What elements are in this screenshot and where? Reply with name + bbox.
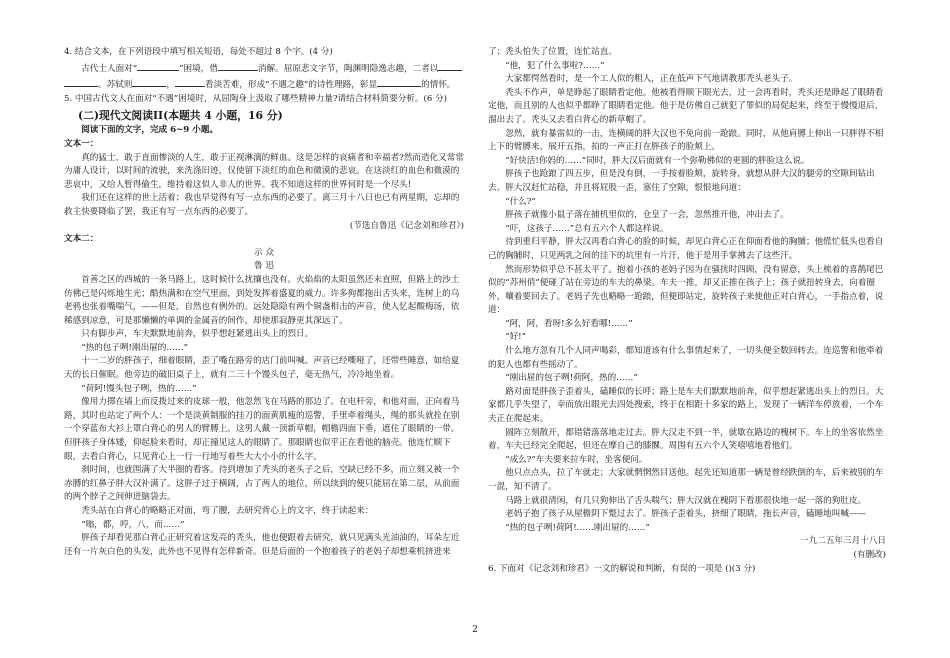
text2-paragraph: “阿，阿，看呀!多么好看哪!……”	[505, 318, 633, 329]
text2-paragraph: “什么?”	[505, 196, 536, 207]
text2-paragraph: 路对面是胖孩子歪着头，磕睡似的长呼；路上是车夫们默默地前奔，似乎想赶紧逃出头上的烈日。大家都几乎失望了，幸而放出眼光去四处搜索，终于在相距十多家的路上，发现了一辆洋车停放着，一个车夫正在爬起来。	[488, 386, 884, 425]
text2-paragraph: 秃头不作声，单是睁起了眼睛看定他。他被看得顺下眼光去，过一会再看时，秃头还是睁起了眼睛看定他，而且别的人也似乎都睁了眼睛看定他。他于是仿佛自己就犯了罪似的局促起来，终至于慢慢退后，溜出去了。秃头又去看白背心的新草帽了。	[488, 87, 884, 125]
right-column	[488, 46, 886, 576]
text2-note: (有删改)	[853, 549, 886, 560]
text2-paragraph: “热的包子咧!刚出屉的……”	[81, 342, 188, 353]
question-5: 5. 中国古代文人在面对“不遇”困境时，从屈陶身上汲取了哪些精神力量?请结合材料简要分析。(6 分)	[64, 93, 447, 104]
text2-paragraph: 胖孩子却看见那白背心正研究着这发亮的秃头，他也便跟着去研究，就只见满头光油油的，耳朵左近还有一片灰白色的头发，此外也不见得有怎样新奇。但是后面的一个抱着孩子的老妈子却想乘机挤进来	[64, 533, 460, 557]
text2-author: 鲁 迅	[254, 261, 274, 272]
text1-label: 文本一：	[64, 138, 99, 149]
text2-paragraph: 老妈子抱了孩子从屋檐阴下蹩过去了。胖孩子歪着头，挤细了眼睛，拖长声音，磕睡地叫喊——	[505, 509, 867, 520]
text2-paragraph: “他，犯了什么事啦?……”	[505, 60, 605, 71]
text2-paragraph: “成么?”车夫要来拉车时，坐客便问。	[505, 454, 648, 465]
text2-paragraph: 他只点点头，拉了车就走；大家就惘惘然目送他。起先还知道那一辆是曾经跌倒的车，后来被别的车一混，知不清了。	[488, 468, 884, 492]
text2-paragraph: 刹时间，也就围满了大半圈的看客。待到增加了秃头的老头子之后，空缺已经不多，而立刻又被一个赤膊的红鼻子胖大汉补满了。这胖子过于横阔，占了两人的地位，所以续到的便只能屈在第二层，从前面的两个脖子之间伸进脑袋去。	[64, 465, 460, 503]
text2-paragraph: 马路上就很清闲，有几只狗伸出了舌头喘气；胖大汉就在槐阴下看那很快地一起一落的狗肚皮。	[505, 495, 867, 506]
text2-paragraph: 首善之区的西城的一条马路上，这时候什么扰攘也没有。火焰焰的太阳虽然还未直照，但路上的沙土仿佛已是闪烁地生光；酷热满和在空气里面，到处发挥着盛夏的威力。许多狗都拖出舌头来，连树上的乌老鸦也张着嘴喘气，——但是，自然也有例外的。远处隐隐有两个铜盏相击的声音，使人忆起酸梅汤，依稀感到凉意，可是那懒懒的单调的金属音的间作，却使那寂静更其深远了。	[64, 274, 460, 326]
text2-paragraph: “热的包子咧!荷阿!……刚出屉的……”	[505, 522, 650, 533]
answer-blank[interactable]	[132, 76, 166, 87]
text2-paragraph: 像用力掷在墙上而反拨过来的皮球一般，他忽然飞在马路的那边了。在电杆旁，和他对面，正向着马路，其时也站定了两个人：一个是淡黄制服的挂刀的面黄肌瘦的巡警，手里牵着绳头，绳的那头就拴在别一个穿蓝布大衫上罩白背心的男人的臂膊上。这男人戴一顶新草帽，帽檐四面下垂，遮住了眼睛的一带。但胖孩子身体矮，仰起脸来看时，却正撞见这人的眼睛了。那眼睛也似乎正在看他的脑壳。他连忙顺下眼，去看白背心，只见背心上一行一行地写着些大大小小的什么字。	[64, 397, 460, 462]
answer-blank[interactable]	[137, 60, 179, 71]
text2-paragraph: “好快活!你妈的……”同时，胖大汉后面就有一个弥勒佛似的更圆的胖脸这么说。	[505, 155, 810, 166]
text2-paragraph: 了；秃头怕失了位置，连忙站直。	[488, 47, 617, 57]
answer-blank[interactable]	[377, 76, 421, 87]
text1-paragraph: 真的猛士，敢于直面惨淡的人生，敢于正视淋漓的鲜血。这是怎样的哀痛者和幸福者?然而造化又常常为庸人设计，以时间的流驶，来洗涤旧迹，仅使留下淡红的血色和微漠的悲哀。在这淡红的血色和微漠的悲哀中，又给人暂得偷生，维持着这似人非人的世界。我不知道这样的世界何时是一个尽头!	[64, 152, 464, 190]
text2-paragraph: 只有脚步声，车夫默默地前奔，似乎想赶紧逃出头上的烈日。	[81, 329, 314, 340]
left-column	[64, 46, 464, 559]
text2-title: 示 众	[254, 247, 274, 258]
text2-paragraph: 圆阵立刻散开，都错错落落地走过去。胖大汉走不到一半，就歇在路边的槐树下。车上的坐客依然坐着，车夫已经完全爬起，但还在摩自己的膝髁。周围有五六个人笑嘻嘻地看他们。	[488, 427, 884, 452]
text2-paragraph: “刚出屉的包子咧!荷阿，热的……”	[505, 373, 638, 384]
answer-blank[interactable]	[64, 76, 98, 87]
text2-paragraph: “嗡，都，哼，八，而……”	[81, 519, 185, 530]
text2-label: 文本二：	[64, 234, 99, 245]
text2-date: 一九二五年三月十八日	[800, 536, 886, 547]
answer-blank[interactable]	[438, 60, 462, 71]
text2-paragraph: 胖孩子就像小鼠子落在捕机里似的，仓皇了一会，忽然推开他，冲出去了。	[505, 210, 789, 221]
section-heading: (二)现代文阅读II(本题共 4 小题，16 分)	[78, 109, 283, 123]
answer-blank[interactable]	[175, 76, 205, 87]
text2-paragraph: 什么地方忽有几个人同声喝彩，都知道该有什么事情起来了，一切头便全数回转去。连巡警和他牵着的犯人也都有些摇动了。	[488, 346, 884, 370]
text2-paragraph: 忽然，就有暴雷似的一击，连横阔的胖大汉也不免向前一跄踉。同时，从他肩膊上伸出一只胖得不相上下的臂膊来，展开五指，拍的一声正打在胖孩子的脸颊上。	[488, 128, 884, 153]
text2-paragraph: “荷阿!馒头包子咧，热的……”	[81, 383, 197, 394]
text2-paragraph: 待到重归平静，胖大汉再看白背心的脸的时候，却见白背心正在仰面看他的胸脯；他慌忙低头也看自己的胸脯时，只见两乳之间的洼下的坑里有一片汗，他于是用手掌拂去了这些汗。	[488, 237, 884, 261]
question-4: 4. 结合文本，在下列语段中填写相关短语，每处不超过 8 个字。(4 分)	[64, 47, 333, 57]
text2-paragraph: 大家都愕然看时，是一个工人似的粗人，正在低声下气地请教那秃头老头子。	[505, 74, 798, 85]
text2-paragraph: “吓，这孩子……”总有五六个人都这样说。	[505, 223, 669, 234]
page-number: 2	[472, 625, 478, 635]
question-6: 6. 下面对《记念刘和珍君》一文的解说和判断，有误的一项是 ()(3 分)	[488, 563, 756, 574]
text1-paragraph: 我们还在这样的世上活着；我也早觉得有写一点东西的必要了。离三月十八日也已有两星期，忘却的救主快要降临了罢，我正有写一点东西的必要了。	[64, 193, 460, 217]
answer-blank[interactable]	[218, 60, 258, 71]
section-instruction: 阅读下面的文字，完成 6~9 小题。	[81, 125, 219, 136]
text2-paragraph: “好!”	[505, 332, 527, 343]
text2-paragraph: 胖孩子也跄踉了四五步，但是没有倒，一手按着脸颊，旋转身，就想从胖大汉的腿旁的空隙间钻出去。胖大汉赶忙站稳，并且将屁股一歪，塞住了空隙，恨恨地问道：	[488, 169, 875, 193]
question-4-fill: 古代士人面对“ ”困境，借 消解。屈原悲文字节，陶渊明隐逸志趣，二者以。苏轼则 ， 看淡苦难，形成“不遇之趣”的诗性理路，彰显 的情怀。	[64, 60, 464, 93]
text2-paragraph: 十一二岁的胖孩子，细着眼睛，歪了嘴在路旁的店门前叫喊。声音已经嘶哑了，还带些睡意，如给夏天的长日催眠。他旁边的破旧桌子上，就有二三十个馒头包子，毫无热气，冷冷地坐着。	[64, 356, 460, 381]
text2-paragraph: 秃头站在白背心的略略正对面，弯了腰，去研究背心上的文字，终于读起来：	[81, 506, 374, 516]
text2-paragraph: 然而形势似乎总不甚太平了。抱着小孩的老妈子因为在骚扰时四顾，没有留意，头上梳着的喜鹊尾巴似的“苏州俏”便碰了站在旁边的车夫的鼻梁。车夫一推，却又正推在孩子上；孩子就扭转身去，向着圈外，嚷着要回去了。老妈子先也略略一跄踉，但便即站定，旋转孩子来使他正对白背心，一手指点着，说道：	[488, 264, 884, 316]
text1-source: (节选自鲁迅《记念刘和珍君》)	[349, 220, 464, 231]
